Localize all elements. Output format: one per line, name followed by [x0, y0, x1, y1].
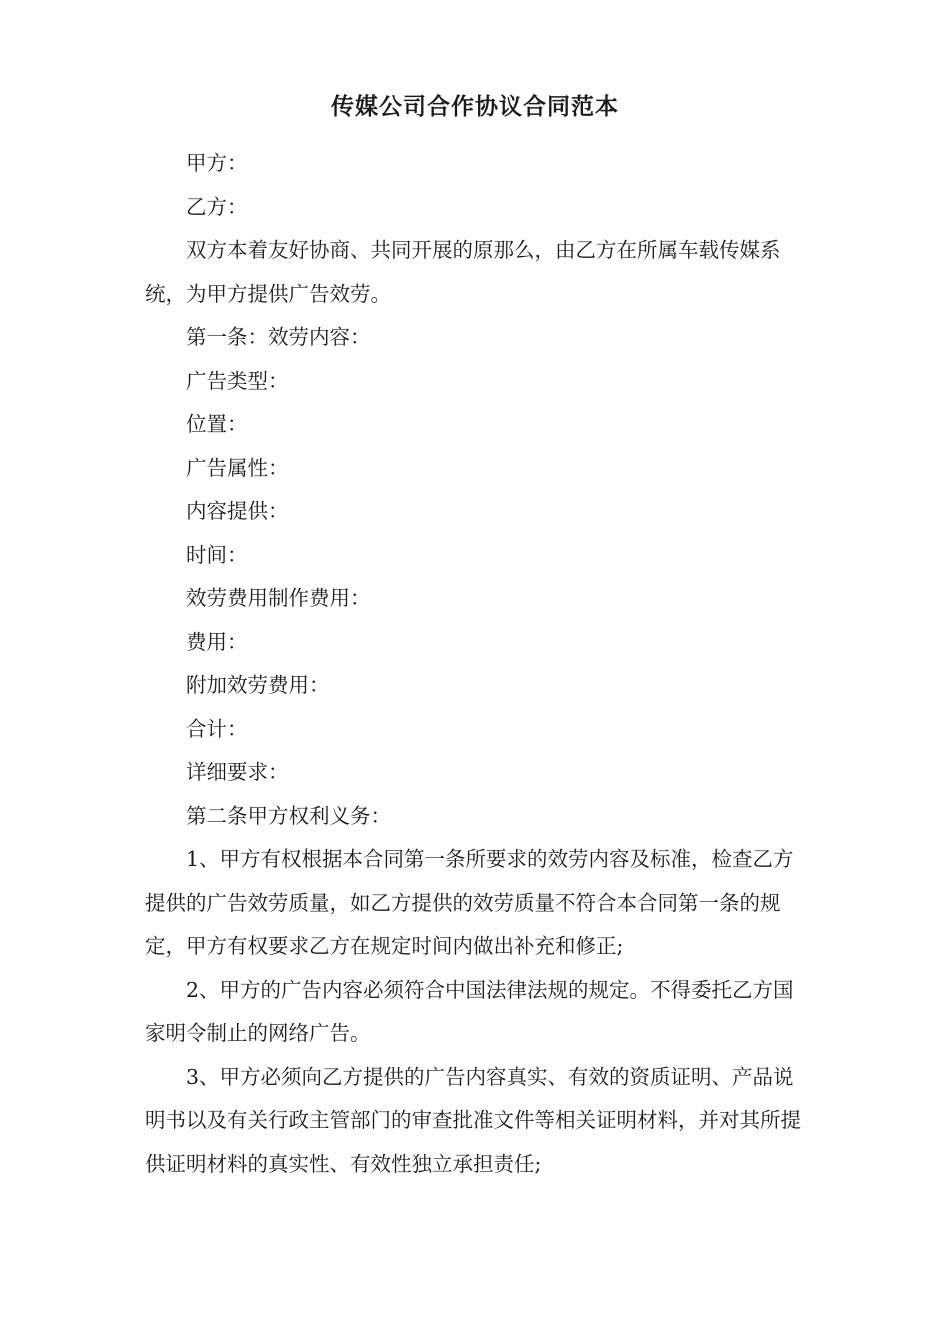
- clause-1-paragraph: 1、甲方有权根据本合同第一条所要求的效劳内容及标准，检查乙方提供的广告效劳质量，如乙方提供的效劳质量不符合本合同第一条的规定，甲方有权要求乙方在规定时间内做出补充和修正;: [145, 847, 794, 958]
- position-line: 位置：: [186, 412, 248, 436]
- clause-3-paragraph: 3、甲方必须向乙方提供的广告内容真实、有效的资质证明、产品说明书以及有关行政主管部门的审查批准文件等相关证明材料，并对其所提供证明材料的真实性、有效性独立承担责任;: [145, 1064, 801, 1176]
- article-2-heading: 第二条甲方权利义务：: [186, 803, 391, 828]
- total-line: 合计：: [186, 716, 248, 741]
- article-1-heading: 第一条：效劳内容：: [186, 325, 371, 349]
- production-fee-line: 效劳费用制作费用：: [186, 586, 371, 610]
- document-title: 传媒公司合作协议合同范本: [331, 93, 619, 120]
- ad-type-line: 广告类型：: [186, 368, 289, 393]
- preamble-paragraph: 双方本着友好协商、共同开展的原那么，由乙方在所属车载传媒系统，为甲方提供广告效劳。: [145, 238, 781, 306]
- content-provider-line: 内容提供：: [186, 499, 289, 523]
- detailed-requirements-line: 详细要求：: [186, 760, 289, 784]
- party-a-line: 甲方：: [186, 151, 248, 175]
- time-line: 时间：: [186, 542, 248, 567]
- fee-line: 费用：: [186, 629, 248, 654]
- additional-fee-line: 附加效劳费用：: [186, 673, 330, 697]
- clause-2-paragraph: 2、甲方的广告内容必须符合中国法律法规的规定。不得委托乙方国家明令制止的网络广告。: [145, 977, 794, 1045]
- ad-attribute-line: 广告属性：: [186, 455, 289, 480]
- document-body: [145, 142, 809, 1186]
- party-b-line: 乙方：: [186, 194, 248, 219]
